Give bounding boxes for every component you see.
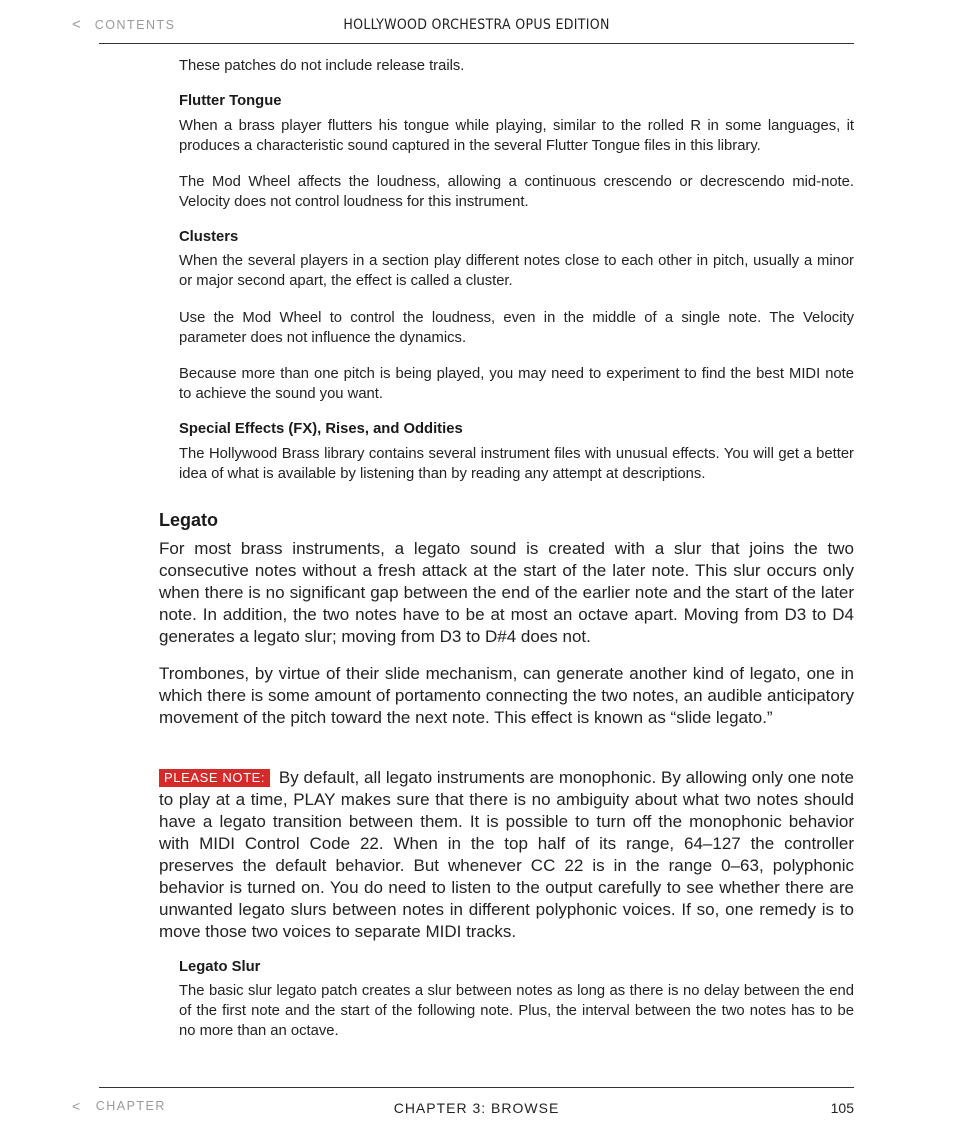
footer-divider — [99, 1087, 854, 1088]
special-effects-heading: Special Effects (FX), Rises, and Oddities — [179, 421, 463, 437]
chevron-left-icon: < — [72, 1098, 82, 1114]
contents-link-label: CONTENTS — [94, 17, 176, 32]
flutter-tongue-paragraph-1: When a brass player flutters his tongue while playing, similar to the rolled R in some languages, it produces a characteristic sound captured in the several Flutter Tongue files in this library. — [179, 118, 854, 154]
chapter-link-label: CHAPTER — [95, 1099, 166, 1113]
legato-slur-paragraph: The basic slur legato patch creates a slur between notes as long as there is no delay between the end of the first note and the start of the following note. Plus, the interval between the two notes has to be no more than an octave. — [179, 983, 854, 1039]
header-divider — [99, 43, 854, 44]
legato-note-text: By default, all legato instruments are monophonic. By allowing only one note to play at a time, PLAY makes sure that there is no ambiguity about what two notes should have a legato transition between them. It is possible to turn off the monophonic behavior with MIDI Control Code 22. When in the top half of its range, 64–127 the controller preserves the default behavior. But whenever CC 22 is in the range 0–63, polyphonic behavior is turned on. You do need to listen to the output carefully to see whether there are unwanted legato slurs between notes in different polyphonic voices. If so, one remedy is to move those two voices to separate MIDI tracks. — [159, 768, 854, 941]
clusters-paragraph-1: When the several players in a section play different notes close to each other in pitch, usually a minor or major second apart, the effect is called a cluster. — [179, 253, 854, 289]
chevron-left-icon: < — [72, 16, 81, 33]
legato-slur-heading: Legato Slur — [179, 959, 261, 975]
legato-note-paragraph — [159, 767, 854, 943]
chapter-title: CHAPTER 3: BROWSE — [393, 1100, 560, 1116]
intro-paragraph: These patches do not include release trails. — [179, 58, 465, 74]
legato-heading: Legato — [159, 510, 219, 530]
clusters-paragraph-3: Because more than one pitch is being played, you may need to experiment to find the best MIDI note to achieve the sound you want. — [179, 366, 854, 402]
page-number: 105 — [830, 1100, 854, 1116]
flutter-tongue-heading: Flutter Tongue — [179, 93, 282, 109]
legato-paragraph-2: Trombones, by virtue of their slide mechanism, can generate another kind of legato, one in which there is some amount of portamento connecting the two notes, an audible anticipatory movement of the pitch toward the next note. This effect is known as “slide legato.” — [159, 664, 854, 727]
page-header — [0, 0, 954, 44]
flutter-tongue-paragraph-2: The Mod Wheel affects the loudness, allowing a continuous crescendo or decrescendo mid-note. Velocity does not control loudness for this instrument. — [179, 174, 854, 210]
document-title: HOLLYWOOD ORCHESTRA OPUS EDITION — [343, 17, 610, 33]
legato-paragraph-1: For most brass instruments, a legato sound is created with a slur that joins the two consecutive notes without a fresh attack at the start of the later note. This slur occurs only when there is no significant gap between the end of the earlier note and the start of the later note. In addition, the two notes have to be at most an octave apart. Moving from D3 to D4 generates a legato slur; moving from D3 to D#4 does not. — [159, 539, 854, 646]
please-note-badge: PLEASE NOTE: — [159, 769, 270, 787]
special-effects-paragraph: The Hollywood Brass library contains several instrument files with unusual effects. You will get a better idea of what is available by listening than by reading any attempt at descriptions. — [179, 446, 854, 482]
clusters-paragraph-2: Use the Mod Wheel to control the loudness, even in the middle of a single note. The Velocity parameter does not influence the dynamics. — [179, 310, 854, 346]
clusters-heading: Clusters — [179, 229, 239, 245]
